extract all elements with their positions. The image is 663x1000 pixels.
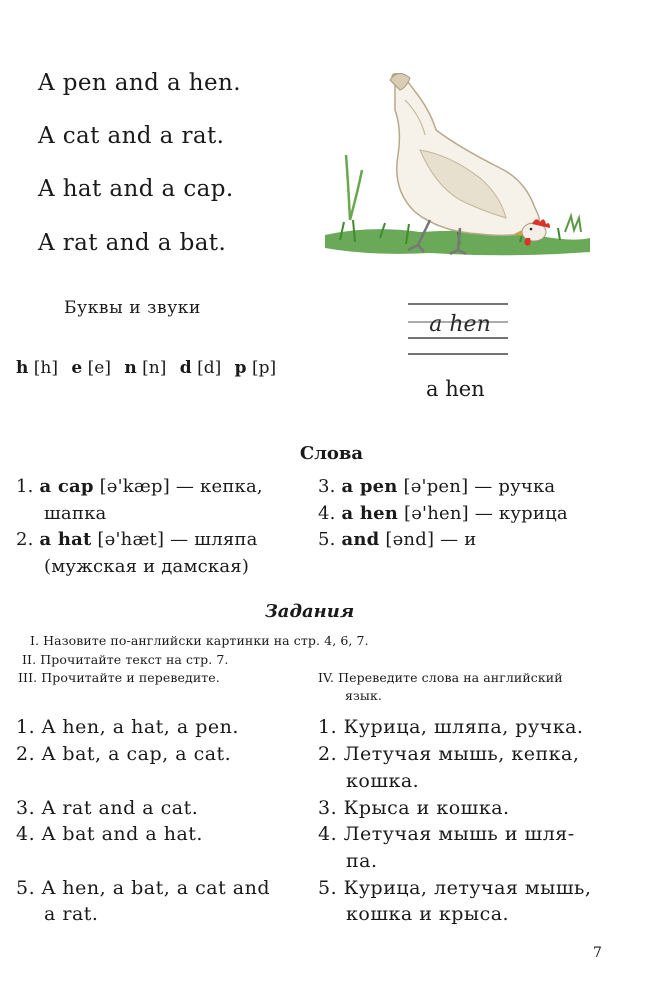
sound: [d] xyxy=(197,358,222,378)
handwritten-word: a hen xyxy=(429,312,491,337)
exercise-right-line: 5. Курица, летучая мышь, xyxy=(318,877,592,899)
words-heading: Слова xyxy=(299,443,364,464)
exercise-left-line: 5. A hen, a bat, a cat and xyxy=(16,877,271,899)
task-3: III. Прочитайте и переведите. xyxy=(18,670,220,685)
task-4: IV. Переведите слова на английский xyxy=(318,670,563,685)
letter: d xyxy=(179,358,192,378)
letter: h xyxy=(16,358,29,378)
sentence-4: A rat and a bat. xyxy=(38,230,227,256)
hen-illustration xyxy=(310,60,600,285)
word-item: 1. a cap [ə'kæp] — кепка, xyxy=(16,476,263,497)
task-1: I. Назовите по-английски картинки на стр. 4, 6, 7. xyxy=(30,633,369,648)
word-item: 2. a hat [ə'hæt] — шляпа xyxy=(16,529,258,550)
exercise-left-line: 4. A bat and a hat. xyxy=(16,823,203,845)
exercise-left-line: 2. A bat, a cap, a cat. xyxy=(16,743,232,765)
sound: [p] xyxy=(251,358,277,378)
exercise-left-line: 1. A hen, a hat, a pen. xyxy=(16,716,239,738)
letters-sounds-row xyxy=(16,358,284,378)
exercise-right-line: кошка. xyxy=(346,770,420,792)
word-item: 4. a hen [ə'hen] — курица xyxy=(318,503,568,524)
exercise-right-line: 2. Летучая мышь, кепка, xyxy=(318,743,580,765)
hen-caption: a hen xyxy=(426,377,485,401)
task-4-continuation: язык. xyxy=(345,688,382,703)
exercise-right-line: па. xyxy=(346,850,378,872)
word-item-continuation: шапка xyxy=(44,503,107,524)
sound: [e] xyxy=(87,358,111,378)
exercise-right-line: 1. Курица, шляпа, ручка. xyxy=(318,716,584,738)
word-item: 5. and [ənd] — и xyxy=(318,529,477,550)
letters-heading: Буквы и звуки xyxy=(64,298,201,318)
exercise-right-line: 3. Крыса и кошка. xyxy=(318,797,510,819)
exercise-right-line: кошка и крыса. xyxy=(346,903,510,925)
sound: [h] xyxy=(33,358,58,378)
sound: [n] xyxy=(142,358,167,378)
tasks-heading: Задания xyxy=(264,601,355,622)
sentence-1: A pen and a hen. xyxy=(38,70,241,96)
word-item-continuation: (мужская и дамская) xyxy=(44,556,250,577)
letter: n xyxy=(124,358,137,378)
page-number: 7 xyxy=(593,945,602,961)
exercise-left-line: 3. A rat and a cat. xyxy=(16,797,199,819)
sentence-3: A hat and a cap. xyxy=(38,176,234,202)
letter: p xyxy=(234,358,247,378)
sentence-2: A cat and a rat. xyxy=(38,123,225,149)
word-item: 3. a pen [ə'pen] — ручка xyxy=(318,476,556,497)
exercise-right-line: 4. Летучая мышь и шля- xyxy=(318,823,575,845)
exercise-left-line: a rat. xyxy=(44,903,99,925)
task-2: II. Прочитайте текст на стр. 7. xyxy=(22,652,229,667)
letter: e xyxy=(71,358,83,378)
